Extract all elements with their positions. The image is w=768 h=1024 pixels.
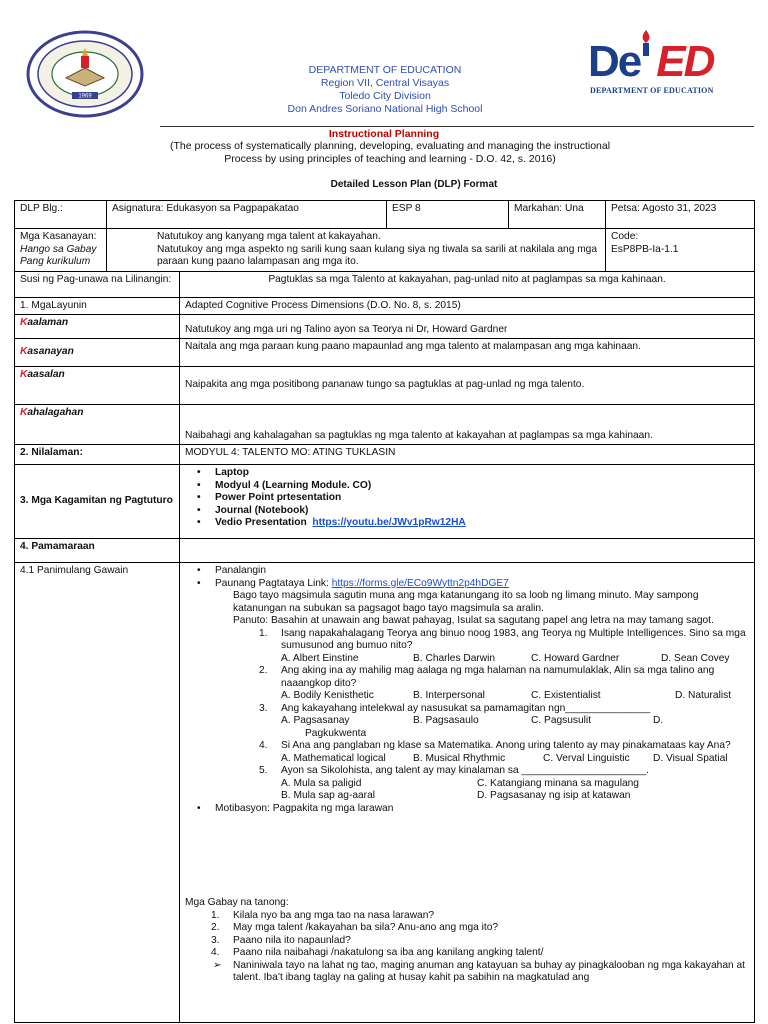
kaasalan-initial: K [20, 369, 28, 380]
nilalaman-text-cell: MODYUL 4: TALENTO MO: ATING TUKLASIN [180, 445, 755, 465]
list-item [185, 703, 749, 741]
list-item [185, 740, 749, 765]
question-options [281, 778, 749, 791]
question-number: 2. [259, 665, 268, 676]
gabay-text: May mga talent /kakayahan ba sila? Anu-ano ang mga ito? [233, 922, 499, 933]
kasanayan-text-cell [107, 229, 606, 272]
list-item [185, 517, 749, 530]
kasanayan-domain-label-cell [15, 339, 180, 367]
option: A. Mathematical logical [281, 752, 386, 764]
markahan-cell: Markahan: Una [509, 201, 606, 229]
option: B. Interpersonal [413, 690, 485, 701]
question-text: Si Ana ang panglaban ng klase sa Matematika. Anong uring talento ay may pinakamataas kay Ana? [281, 740, 731, 751]
gabay-title: Mga Gabay na tanong: [185, 897, 289, 908]
option: C. Howard Gardner [531, 652, 620, 664]
pagtataya-questions [185, 628, 749, 803]
address-line: Toledo City Division [339, 90, 431, 102]
option: B. Musical Rhythmic [413, 752, 506, 764]
gabay-number: 1. [211, 909, 220, 921]
question-options [281, 790, 749, 803]
option: D. Pagsasanay ng isip at katawan [477, 790, 631, 801]
question-text: Ang aking ina ay mahilig mag aalaga ng mga halaman na namumulaklak, Alin sa mga talino ang naaangkop dito? [281, 665, 715, 689]
option: B. Charles Darwin [413, 652, 496, 664]
dlp-number-cell: DLP Blg.: [15, 201, 107, 229]
gabay-number: 3. [211, 934, 220, 946]
subject-code-cell: ESP 8 [387, 201, 509, 229]
panimula-list [185, 565, 749, 590]
deped-logo [588, 30, 718, 102]
kahalagahan-text: Naibahagi ang kahalagahan sa pagtuklas ng mga talento at kakayahan at paglampas sa mga kahinaan. [185, 429, 653, 441]
school-address [230, 64, 540, 116]
layunin-text-cell: Adapted Cognitive Process Dimensions (D.O. No. 8, s. 2015) [180, 297, 755, 315]
option: D. Sean Covey [661, 652, 730, 664]
option: C. Pagsusulit [531, 715, 592, 726]
kahalagahan-label-cell [15, 405, 180, 445]
table-row [15, 201, 755, 229]
gabay-note-text: Naniniwala tayo na lahat ng tao, maging anuman ang katayuan sa buhay ay pinagkalooban ng mga kakayahan at talent. Iba’t ibang taglay na galing at husay kahit pa sabihin na magkatulad ang [233, 959, 746, 983]
kagamitan-list-cell [180, 465, 755, 539]
address-line: DEPARTMENT OF EDUCATION [308, 64, 462, 76]
kahalagahan-label: ahalagahan [27, 407, 84, 418]
list-item: • Motibasyon: Pagpakita ng mga larawan [185, 803, 749, 816]
panimula-label-cell: 4.1 Panimulang Gawain [15, 563, 180, 1023]
deped-word-right: ED [656, 37, 714, 86]
kasanayan-line: Natutukoy ang mga aspekto ng sarili kung saan kulang siya ng tiwala sa sarili at nakilala ang mga paraan kung paano lalampasan ang mga ito. [157, 243, 598, 267]
question-options [281, 690, 749, 703]
susi-text-cell: Pagtuklas sa mga Talento at kakayahan, pag-unlad nito at paglampas sa mga kahinaan. [180, 271, 755, 297]
table-row [15, 271, 755, 297]
table-row [15, 465, 755, 539]
kagamitan-list [185, 467, 749, 530]
code-cell [606, 229, 755, 272]
code-label: Code: [611, 231, 639, 242]
option: A. Pagsasanay [281, 715, 350, 726]
list-item [185, 765, 749, 803]
image-placeholder [185, 815, 749, 897]
gabay-number: 2. [211, 922, 220, 933]
gabay-text: Kilala nyo ba ang mga tao na nasa larawan? [233, 909, 435, 921]
table-row [15, 339, 755, 367]
option: C. Verval Linguistic [543, 752, 630, 764]
table-row [15, 445, 755, 465]
kagamitan-label-cell: 3. Mga Kagamitan ng Pagtuturo [15, 465, 180, 539]
instructional-planning-description [130, 140, 650, 166]
kasanayan-label-cell [15, 229, 107, 272]
kaasalan-text-cell [180, 367, 755, 405]
petsa-cell: Petsa: Agosto 31, 2023 [606, 201, 755, 229]
address-line: Don Andres Soriano National High School [287, 103, 483, 115]
option: B. Mula sap ag-aaral [281, 790, 376, 801]
table-row [15, 229, 755, 272]
question-options [281, 653, 749, 666]
video-link[interactable]: https://youtu.be/JWv1pRw12HA [312, 517, 466, 528]
gabay-text: Paano nila naibahagi /nakatulong sa iba ang kanilang angking talent/ [233, 947, 544, 958]
kahalagahan-text-cell [180, 405, 755, 445]
deped-word-left: De [588, 37, 641, 86]
layunin-label-cell: 1. MgaLayunin [15, 297, 180, 315]
panimula-intro: Bago tayo magsimula sagutin muna ang mga katanungang ito sa loob ng limang minuto. May sampong katanungan na subukan sa pagsagot bago tayo magsimula sa aralin. [233, 590, 699, 614]
school-seal-icon [26, 30, 144, 118]
arrow-bullet-icon: ➢ [213, 959, 222, 971]
option: C. Katangiang minana sa magulang [477, 777, 639, 789]
seal-year: 1969 [78, 93, 92, 100]
asignatura-cell: Asignatura: Edukasyon sa Pagpapakatao [107, 201, 387, 229]
nilalaman-label-cell: 2. Nilalaman: [15, 445, 180, 465]
option: B. Pagsasaulo [413, 715, 479, 726]
option: A. Albert Einstine [281, 652, 359, 664]
list-item: • Panalangin [185, 565, 749, 578]
option: D. [653, 715, 664, 726]
kaalaman-text-cell [180, 315, 755, 339]
kaasalan-label-cell [15, 367, 180, 405]
kahalagahan-initial: K [20, 407, 28, 418]
forms-link[interactable]: https://forms.gle/ECo9Wyttn2p4hDGE7 [331, 577, 509, 589]
list-item [185, 578, 749, 591]
document-header [0, 0, 768, 126]
video-label: Vedio Presentation [215, 517, 307, 528]
kasanayan-source: Hango sa Gabay Pang kurikulum [20, 243, 97, 267]
lesson-plan-table [14, 200, 755, 1023]
pamamaraan-empty-cell [180, 539, 755, 563]
option: A. Bodily Kenisthetic [281, 690, 374, 701]
gabay-note [185, 960, 749, 985]
pamamaraan-label-cell: 4. Pamamaraan [15, 539, 180, 563]
kasanayan-label: asanayan [27, 346, 74, 357]
gabay-section [185, 897, 749, 985]
kaalaman-text: Natutukoy ang mga uri ng Talino ayon sa Teorya ni Dr, Howard Gardner [185, 323, 508, 335]
option-continuation: Pagkukwenta [305, 727, 367, 739]
code-value: EsP8PB-Ia-1.1 [611, 243, 679, 255]
question-options [281, 715, 749, 728]
question-number: 3. [259, 702, 268, 714]
list-item [185, 628, 749, 666]
list-item [185, 922, 749, 935]
option: D. Visual Spatial [653, 752, 728, 764]
option: A. Mula sa paligid [281, 777, 362, 789]
table-row [15, 367, 755, 405]
kaalaman-initial: K [20, 317, 28, 328]
list-item [185, 947, 749, 960]
instructional-planning-title: Instructional Planning [328, 128, 440, 140]
kaalaman-label-cell [15, 315, 180, 339]
header-divider [160, 126, 754, 127]
address-line: Region VII, Central Visayas [320, 77, 450, 89]
list-item: • Journal (Notebook) [185, 505, 749, 518]
list-item: • Laptop [185, 467, 749, 480]
gabay-number: 4. [211, 947, 220, 958]
option: C. Existentialist [531, 690, 601, 701]
kasanayan-label: Mga Kasanayan: [20, 231, 97, 242]
option: D. Naturalist [675, 690, 732, 701]
ip-line-2: Process by using principles of teaching and learning - D.O. 42, s. 2016) [224, 153, 556, 165]
table-row [15, 563, 755, 1023]
kasanayan-line: Natutukoy ang kanyang mga talent at kakayahan. [157, 231, 381, 242]
table-row [15, 315, 755, 339]
question-text: Ayon sa Sikolohista, ang talent ay may kinalaman sa ______________________. [281, 765, 649, 776]
list-item [185, 910, 749, 923]
gabay-text: Paano nila ito napaunlad? [233, 934, 351, 946]
question-number: 5. [259, 765, 268, 776]
ip-line-1: (The process of systematically planning, developing, evaluating and managing the instructional [169, 140, 611, 152]
panimula-content-cell [180, 563, 755, 1023]
susi-label-cell: Susi ng Pag-unawa na Lilinangin: [15, 271, 180, 297]
kaasalan-text: Naipakita ang mga positibong pananaw tungo sa pagtuklas at pag-unlad ng mga talento. [185, 379, 585, 391]
kaasalan-label: aasalan [27, 369, 65, 380]
kaalaman-label: aalaman [27, 317, 69, 328]
table-row [15, 405, 755, 445]
list-item [185, 935, 749, 948]
list-item: • Power Point prtesentation [185, 492, 749, 505]
table-row [15, 539, 755, 563]
kasanayan-initial: K [20, 346, 28, 357]
list-item: • Modyul 4 (Learning Module. CO) [185, 480, 749, 493]
panimula-panuto: Panuto: Basahin at unawain ang bawat pahayag, Isulat sa sagutang papel ang letra na may tamang sagot. [233, 615, 714, 626]
kasanayan-domain-text-cell: Naitala ang mga paraan kung paano mapaunlad ang mga talento at malampasan ang mga kahinaan. [180, 339, 755, 367]
question-number: 1. [259, 627, 268, 639]
paunang-pagtataya-label: Paunang Pagtataya Link: [215, 577, 332, 589]
question-number: 4. [259, 740, 268, 751]
list-item [185, 665, 749, 703]
question-text: Isang napakahalagang Teorya ang binuo noog 1983, ang Teorya ng Multiple Intelligences. Sino sa mga sumusunod ang bumuo nito? [281, 627, 746, 651]
question-text: Ang kakayahang intelekwal ay nasusukat sa pamamagitan ngn_______________ [281, 702, 651, 714]
table-row [15, 297, 755, 315]
deped-subtitle: DEPARTMENT OF EDUCATION [590, 86, 714, 95]
question-options [281, 753, 749, 766]
gabay-questions [185, 910, 749, 960]
motibasyon-list [185, 803, 749, 816]
dlp-format-title: Detailed Lesson Plan (DLP) Format [330, 179, 498, 190]
